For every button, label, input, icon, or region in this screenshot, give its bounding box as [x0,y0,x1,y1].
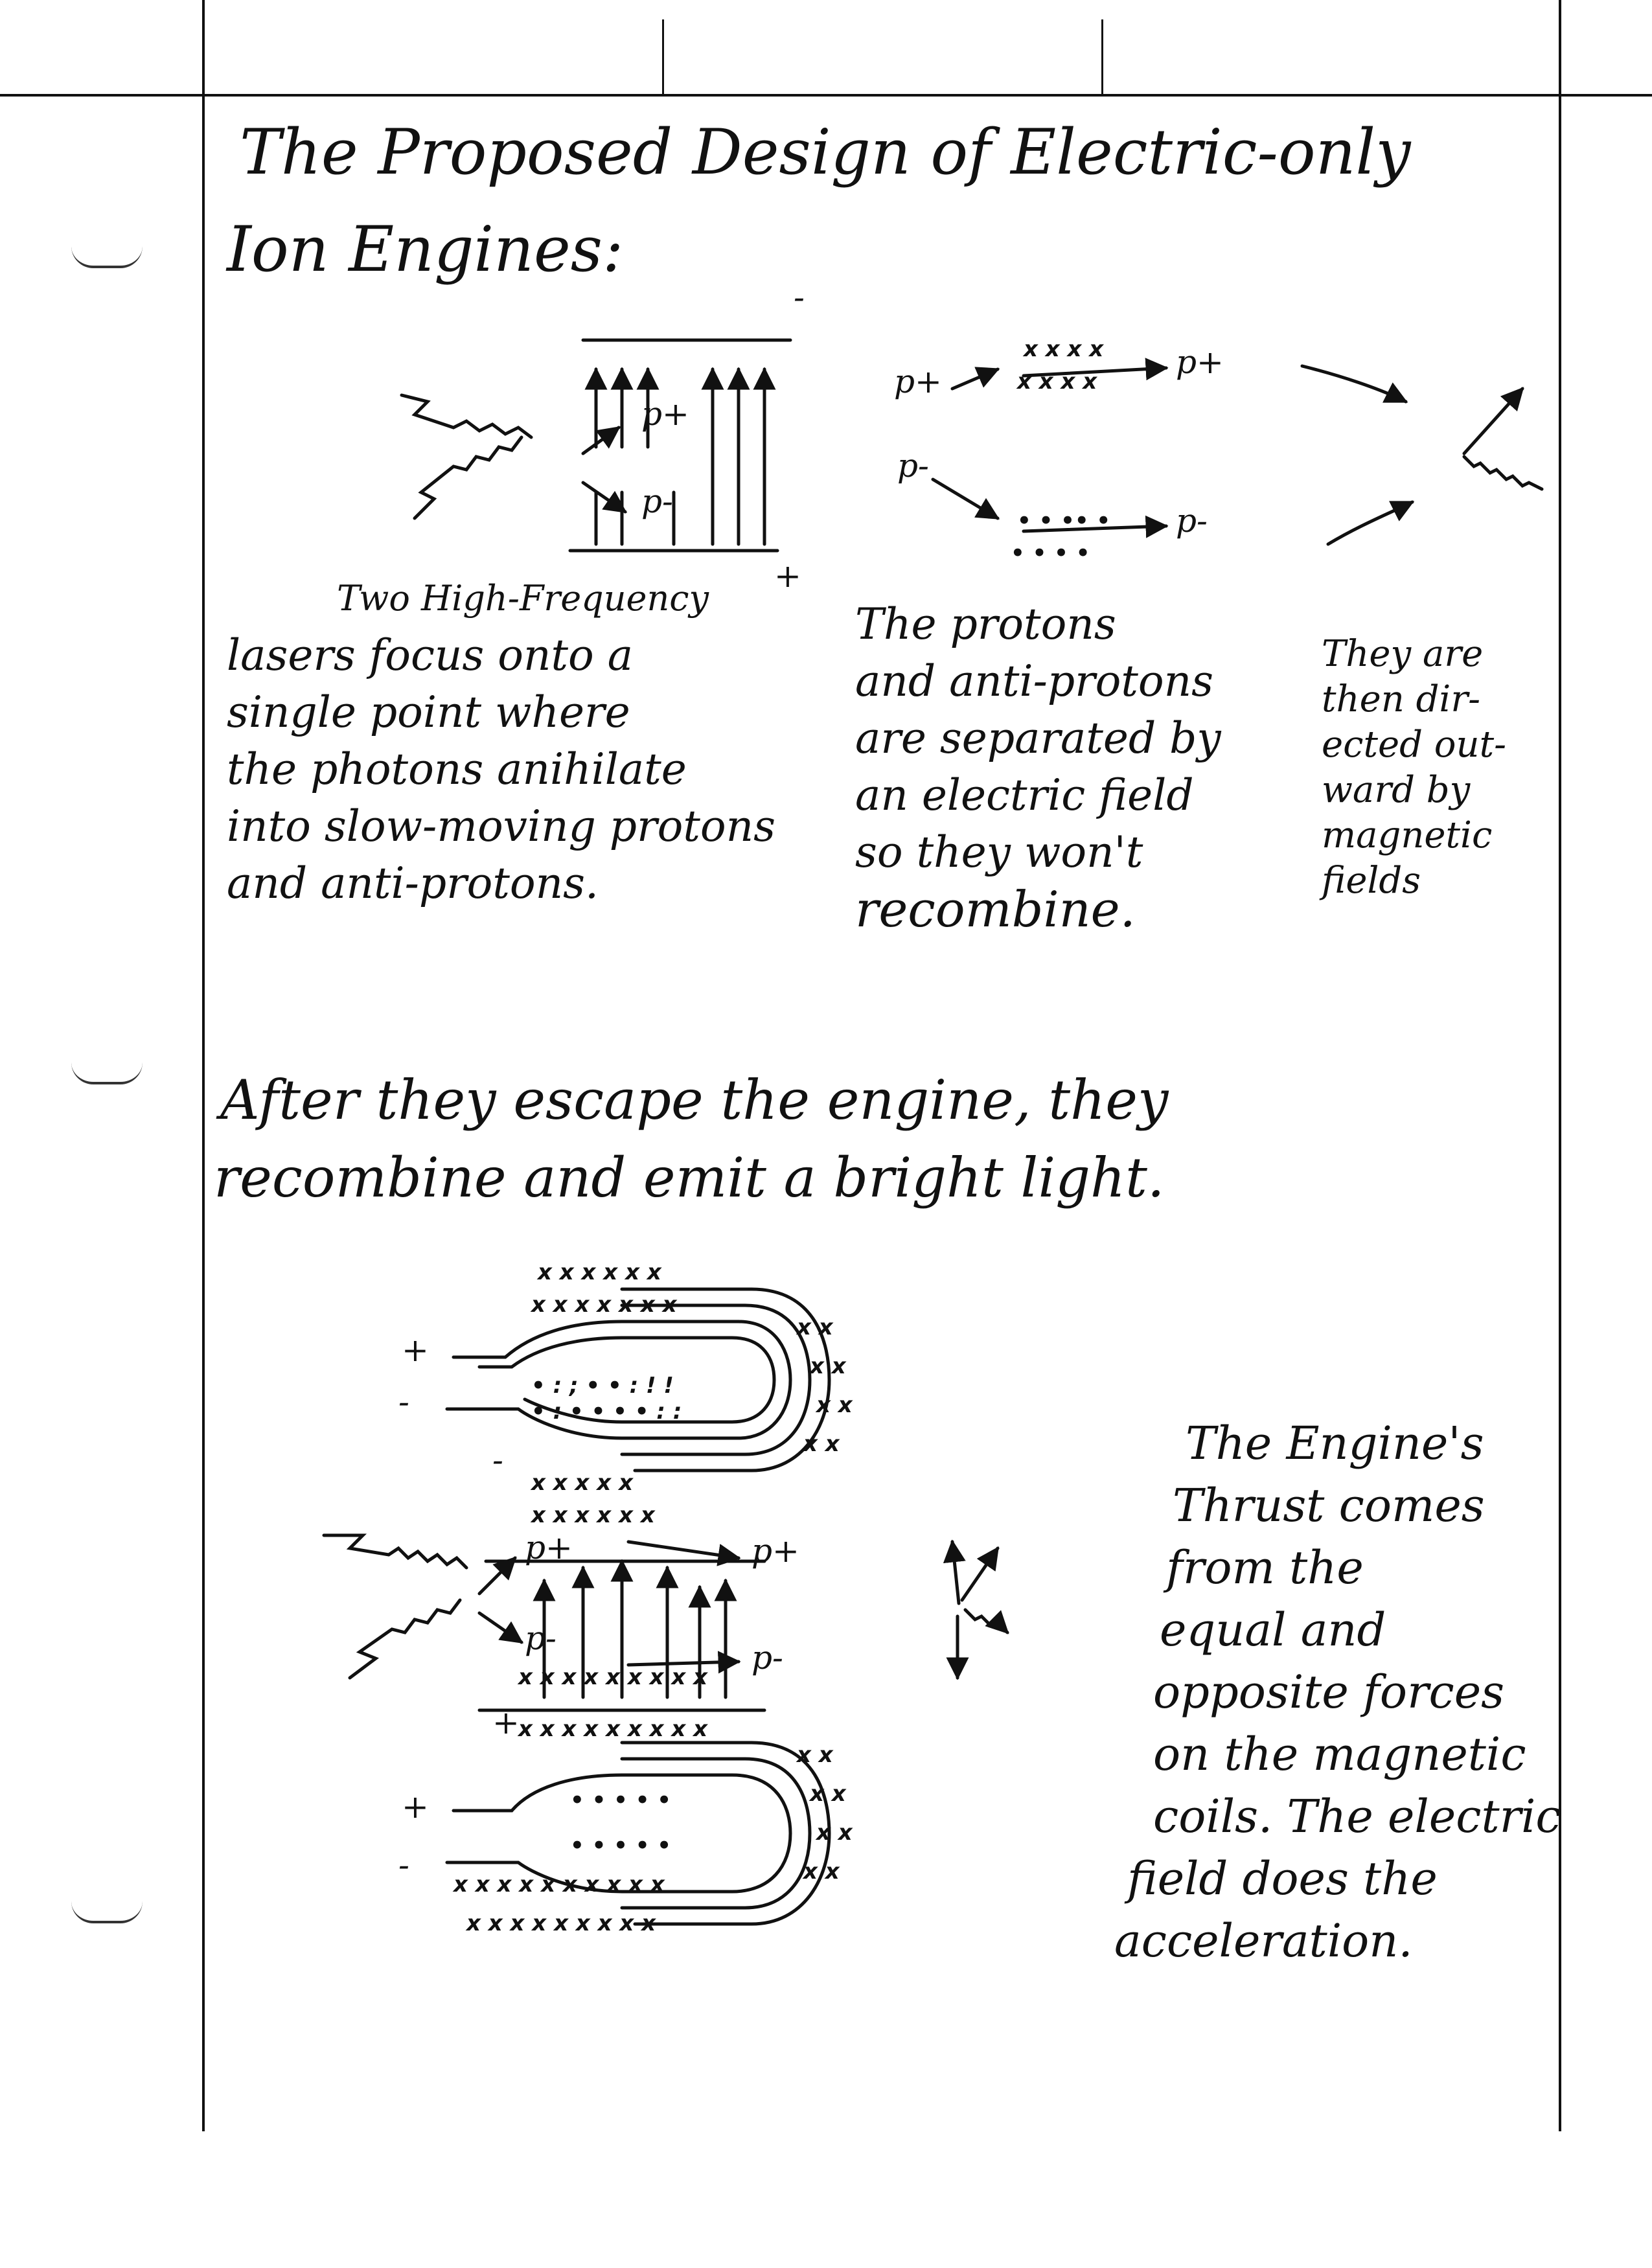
coil-plus-label-bottom: + [402,1788,429,1826]
coil-plus-label: + [402,1331,429,1369]
svg-text:x x x x x x x x x: x x x x x x x x x [518,1716,708,1742]
caption-line: single point where [227,687,630,737]
caption-lasers [227,570,775,912]
engine-proton-out-label: p+ [751,1532,799,1570]
svg-text:x x: x x [797,1742,833,1768]
svg-text:x x: x x [797,1314,833,1340]
caption-line: equal and [1160,1603,1386,1656]
field-minus-label: - [794,279,805,316]
svg-text:• • • •: • • • • [1011,540,1090,566]
caption-line: so they won't [855,827,1143,877]
caption-line: fields [1322,860,1421,902]
svg-text:• • • • •: • • • • • [570,1787,672,1813]
laser-diagram [402,340,790,551]
antiproton-in-label: p- [897,447,929,485]
caption-outward [1322,632,1506,904]
svg-text:• • • • •: • • • • • [570,1833,672,1859]
svg-text:x x x x: x x x x [1017,369,1097,395]
caption-line: acceleration. [1114,1914,1413,1967]
caption-line: from the [1166,1541,1364,1594]
svg-text:x x x x x x x: x x x x x x x [531,1292,677,1318]
caption-line: Thrust comes [1173,1479,1485,1532]
caption-line: magnetic [1322,814,1493,856]
svg-text:x x: x x [816,1820,853,1846]
page-title-continued: Ion Engines: [227,213,624,286]
svg-text:x x: x x [803,1431,840,1457]
after-escape-text: After they escape the engine, they [220,1068,1169,1132]
proton-in-label: p+ [894,363,942,400]
caption-line: opposite forces [1153,1666,1505,1719]
svg-text:x x x x x: x x x x x [531,1470,634,1496]
svg-text:• • •• •: • • •• • [1017,508,1111,534]
field-plus-label: + [774,557,801,595]
caption-line: the photons anihilate [227,744,687,794]
caption-line: field does the [1127,1852,1438,1905]
page-title: The Proposed Design of Electric-only [240,116,1411,189]
caption-separation [855,596,1221,938]
caption-line: an electric field [855,770,1194,820]
engine-antiproton-out-label: p- [751,1639,783,1677]
caption-line: recombine. [855,880,1136,938]
field-plus-label: + [492,1704,520,1741]
outward-diagram [1302,366,1542,544]
caption-line: and anti-protons [855,656,1214,706]
caption-line: then dir- [1322,678,1481,720]
caption-line: are separated by [855,713,1221,763]
caption-line: ward by [1322,769,1471,811]
svg-text:x x: x x [810,1781,846,1807]
proton-out-label: p+ [1176,343,1224,381]
antiproton-out-label: p- [1176,502,1208,540]
caption-line: on the magnetic [1153,1728,1526,1781]
engine-antiproton-label: p- [525,1620,556,1657]
caption-line: They are [1322,633,1484,675]
caption-line: The protons [855,599,1116,649]
svg-text:x x x x x x x x x: x x x x x x x x x [466,1910,656,1936]
caption-line: into slow-moving protons [227,801,775,851]
proton-label: p+ [641,395,689,433]
caption-line: Two High-Frequency [337,578,709,619]
caption-line: ected out- [1322,724,1507,766]
field-minus-label: - [492,1441,503,1479]
svg-text:x x: x x [810,1353,846,1379]
engine-proton-label: p+ [525,1529,573,1566]
svg-text:x x x x x x x x x x: x x x x x x x x x x [453,1872,665,1897]
antiproton-label: p- [641,483,673,520]
svg-text:x x x x x x: x x x x x x [538,1259,661,1285]
svg-text:x x x x: x x x x [1024,336,1104,362]
svg-text:• : • • • • : :: • : • • • • : : [531,1399,682,1425]
svg-text:x x: x x [803,1859,840,1884]
svg-text:• : ; • • : ! !: • : ; • • : ! ! [531,1373,674,1399]
after-escape-text-continued: recombine and emit a bright light. [214,1146,1165,1209]
coil-minus-label-bottom: - [398,1846,409,1884]
caption-line: lasers focus onto a [227,630,634,680]
svg-text:x x: x x [816,1392,853,1418]
caption-line: coils. The electric [1153,1790,1561,1843]
svg-text:x x x x x x x x x: x x x x x x x x x [518,1664,708,1690]
engine-thrust-caption [1114,1412,1561,1972]
caption-line: and anti-protons. [227,858,599,908]
caption-line: The Engine's [1186,1417,1484,1470]
svg-text:x x x x x x: x x x x x x [531,1502,655,1528]
coil-minus-label: - [398,1383,409,1421]
